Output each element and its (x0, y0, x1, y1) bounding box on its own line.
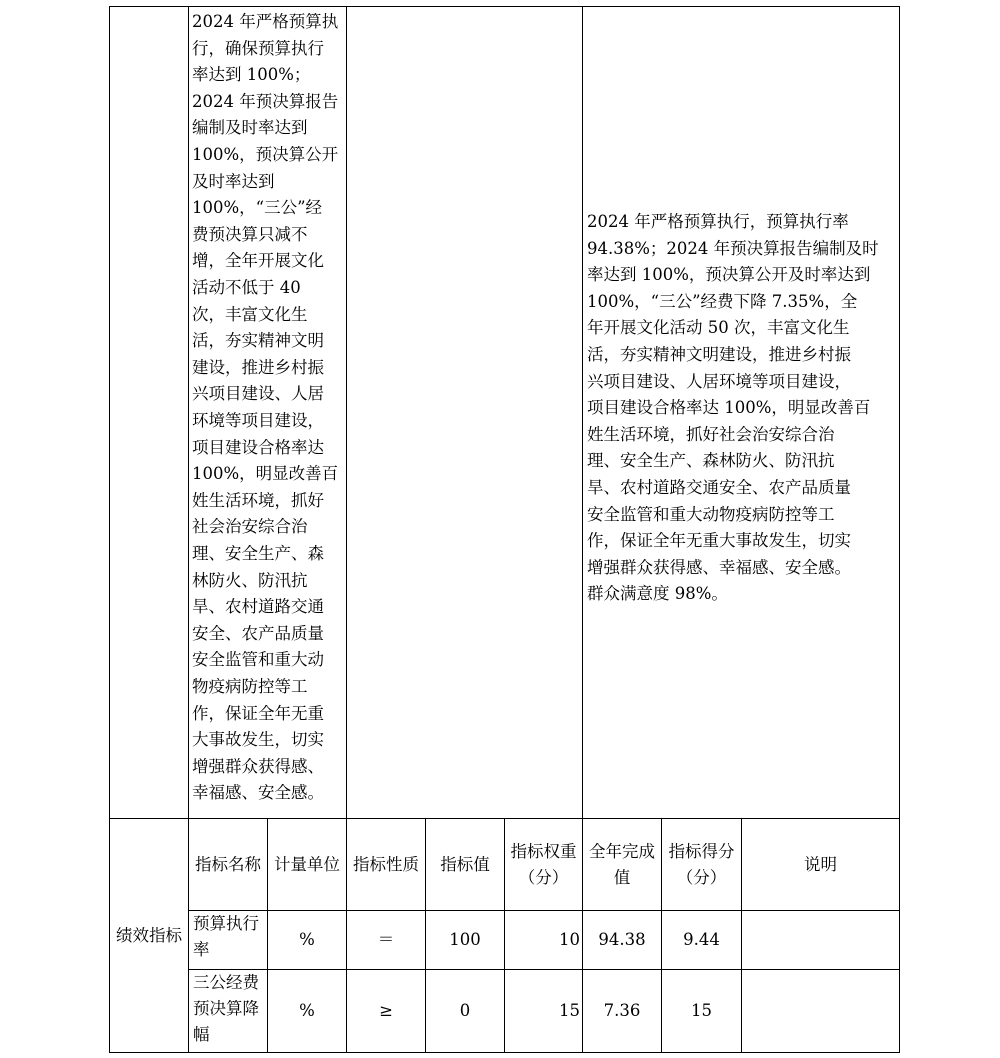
table-row-2-nature: ≥ (379, 1001, 393, 1020)
text-line: 安全、农产品质量 (192, 623, 324, 643)
table-row-2-note (742, 970, 899, 1052)
text-line: 次，丰富文化生 (192, 304, 308, 324)
header-actual-value: 全年完成 值 (589, 841, 655, 887)
text-line: 项目建设合格率达 100%，明显改善百 (587, 398, 871, 418)
text-line: 活，夯实精神文明 (192, 331, 324, 351)
table-row-2-actual: 7.36 (603, 1001, 641, 1020)
text-line: 率达到 100%，预决算公开及时率达到 (587, 265, 871, 285)
text-line: 2024 年严格预算执行，预算执行率 (587, 212, 849, 231)
text-line: 100%，预决算公开 (192, 145, 339, 164)
table-row-1-weight: 10 (559, 930, 580, 949)
header-indicator-name: 指标名称 (195, 854, 261, 874)
table-col-line (346, 6, 347, 818)
text-line: 94.38%；2024 年预决算报告编制及时 (587, 238, 879, 258)
text-line: 物疫病防控等工 (192, 677, 308, 696)
text-line: 行，确保预算执行 (192, 38, 324, 58)
table-row-1-note (742, 911, 899, 969)
table-row-1-actual: 94.38 (598, 930, 646, 949)
table-border-top (109, 6, 900, 7)
text-line: 活动不低于 40 (192, 278, 301, 297)
table-row-2-unit: % (299, 1001, 315, 1020)
table-border-right (899, 6, 900, 1053)
text-line: 安全监管和重大动物疫病防控等工 (587, 504, 835, 524)
text-line: 林防火、防汛抗 (192, 570, 308, 590)
text-line: 幸福感、安全感。 (192, 783, 324, 803)
table-row-1-nature: ＝ (377, 930, 395, 949)
text-line: 100%，“三公”经费下降 7.35%，全 (587, 291, 858, 311)
text-line: 及时率达到 (192, 171, 275, 191)
text-line: 姓生活环境，抓好 (192, 490, 324, 510)
table-row-2-weight: 15 (559, 1001, 580, 1020)
table-row-2-name: 三公经费 预决算降 幅 (193, 973, 259, 1044)
table-row-2-score: 15 (691, 1001, 712, 1020)
text-line: 大事故发生，切实 (192, 730, 324, 750)
text-line: 兴项目建设、人居 (192, 384, 324, 404)
text-line: 编制及时率达到 (192, 118, 308, 138)
table-row-1-unit: % (299, 930, 315, 949)
text-line: 增强群众获得感、 (192, 756, 324, 776)
text-line: 年开展文化活动 50 次，丰富文化生 (587, 318, 850, 338)
text-line: 增强群众获得感、幸福感、安全感。 (587, 557, 851, 577)
text-line: 作，保证全年无重 (192, 703, 324, 723)
text-line: 建设，推进乡村振 (192, 357, 324, 377)
text-line: 作，保证全年无重大事故发生，切实 (587, 531, 851, 551)
text-line: 项目建设合格率达 (192, 437, 324, 457)
header-nature: 指标性质 (353, 854, 419, 874)
text-line: 环境等项目建设， (192, 411, 324, 430)
text-line: 2024 年严格预算执 (192, 12, 339, 31)
text-line: 旱、农村道路交通 (192, 597, 324, 617)
table-row-2-value: 0 (459, 1001, 471, 1020)
text-line: 理、安全生产、森林防火、防汛抗 (587, 451, 835, 471)
section-label-performance: 绩效指标 (116, 925, 182, 945)
text-line: 100%，明显改善百 (192, 464, 339, 484)
text-line: 理、安全生产、森 (192, 544, 324, 563)
text-line: 群众满意度 98%。 (587, 584, 728, 604)
text-line: 费预决算只减不 (192, 224, 308, 244)
text-line: 100%，“三公”经 (192, 198, 323, 218)
text-line: 兴项目建设、人居环境等项目建设， (587, 371, 851, 391)
header-weight: 指标权重 （分） (510, 841, 577, 887)
text-line: 安全监管和重大动 (192, 650, 324, 670)
text-line: 社会治安综合治 (192, 517, 308, 537)
text-line: 旱、农村道路交通安全、农产品质量 (587, 478, 851, 497)
header-score: 指标得分 （分） (668, 841, 735, 887)
text-line: 增，全年开展文化 (192, 251, 324, 271)
header-target-value: 指标值 (440, 854, 490, 874)
header-unit: 计量单位 (274, 854, 340, 874)
text-line: 姓生活环境，抓好社会治安综合治 (587, 424, 835, 444)
text-line: 2024 年预决算报告 (192, 91, 339, 111)
text-line: 活，夯实精神文明建设，推进乡村振 (587, 345, 851, 364)
text-line: 率达到 100%； (192, 65, 311, 85)
table-row-1-score: 9.44 (683, 930, 720, 949)
table-row-1-value: 100 (449, 930, 481, 949)
header-note: 说明 (804, 854, 837, 874)
table-row-1-name: 预算执行 率 (193, 914, 259, 959)
